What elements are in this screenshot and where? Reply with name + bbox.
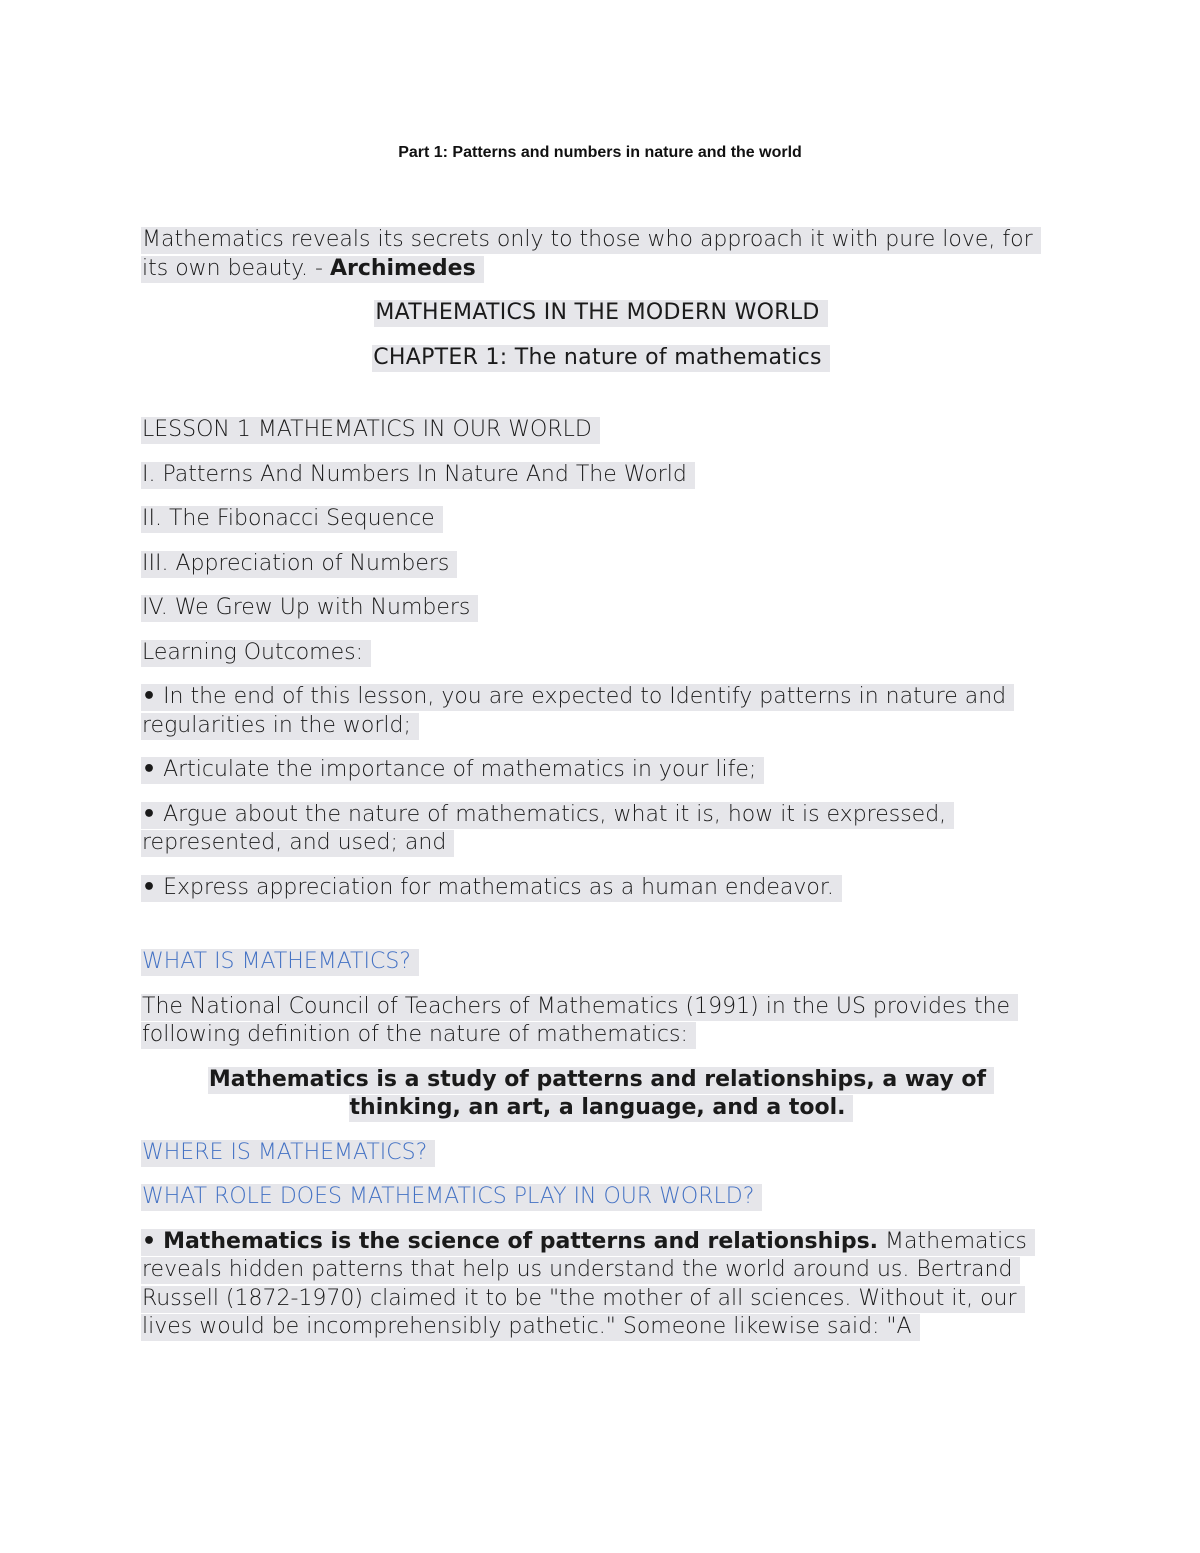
course-title: MATHEMATICS IN THE MODERN WORLD <box>141 299 1061 328</box>
learning-outcome-item: • Articulate the importance of mathematics in your life; <box>141 756 1061 785</box>
role-lead: Mathematics is the science of patterns and relationships. <box>163 1228 879 1254</box>
chapter-title: CHAPTER 1: The nature of mathematics <box>141 344 1061 373</box>
learning-outcome-item: • Argue about the nature of mathematics, what it is, how it is expressed, represented, and used; and <box>141 801 1061 858</box>
learning-outcomes-label: Learning Outcomes: <box>141 639 1061 668</box>
bullet-icon: • <box>142 801 157 827</box>
learning-outcome-item: • Express appreciation for mathematics as a human endeavor. <box>141 874 1061 903</box>
bullet-icon: • <box>142 684 157 709</box>
lesson-topic: I. Patterns And Numbers In Nature And The World <box>141 461 1061 490</box>
what-is-heading: WHAT IS MATHEMATICS? <box>141 948 1061 977</box>
bullet-icon: • <box>142 874 157 900</box>
lesson-topic: III. Appreciation of Numbers <box>141 550 1061 579</box>
role-paragraph <box>141 1228 1061 1342</box>
lesson-topic: II. The Fibonacci Sequence <box>141 505 1061 534</box>
document-body <box>141 226 1061 1358</box>
bullet-icon: • <box>142 1228 157 1254</box>
bullet-icon: • <box>142 757 157 782</box>
quote-text: Mathematics reveals its secrets only to those who approach it with pure love, for its own beauty. - <box>142 227 1033 281</box>
where-is-heading: WHERE IS MATHEMATICS? <box>141 1139 1061 1168</box>
what-is-body: The National Council of Teachers of Mathematics (1991) in the US provides the following definition of the nature of mathematics: <box>141 993 1061 1050</box>
role-heading: WHAT ROLE DOES MATHEMATICS PLAY IN OUR WORLD? <box>141 1183 1061 1212</box>
role-body: Mathematics reveals hidden patterns that help us understand the world around us. Bertrand Russell (1872-1970) claimed it to be "the mother of all sciences. Without it, our lives would be incomprehensibly pathetic." Someone likewise said: "A <box>142 1228 1027 1339</box>
definition-statement: Mathematics is a study of patterns and relationships, a way of thinking, an art, a language, and a tool. <box>141 1066 1061 1123</box>
lesson-topic: IV. We Grew Up with Numbers <box>141 594 1061 623</box>
page-header-title: Part 1: Patterns and numbers in nature and the world <box>398 144 802 161</box>
learning-outcome-item: • In the end of this lesson, you are expected to Identify patterns in nature and regularities in the world; <box>141 683 1061 740</box>
quote-author: Archimedes <box>329 255 476 281</box>
quote-paragraph <box>141 226 1061 283</box>
lesson-title: LESSON 1 MATHEMATICS IN OUR WORLD <box>141 416 1061 445</box>
